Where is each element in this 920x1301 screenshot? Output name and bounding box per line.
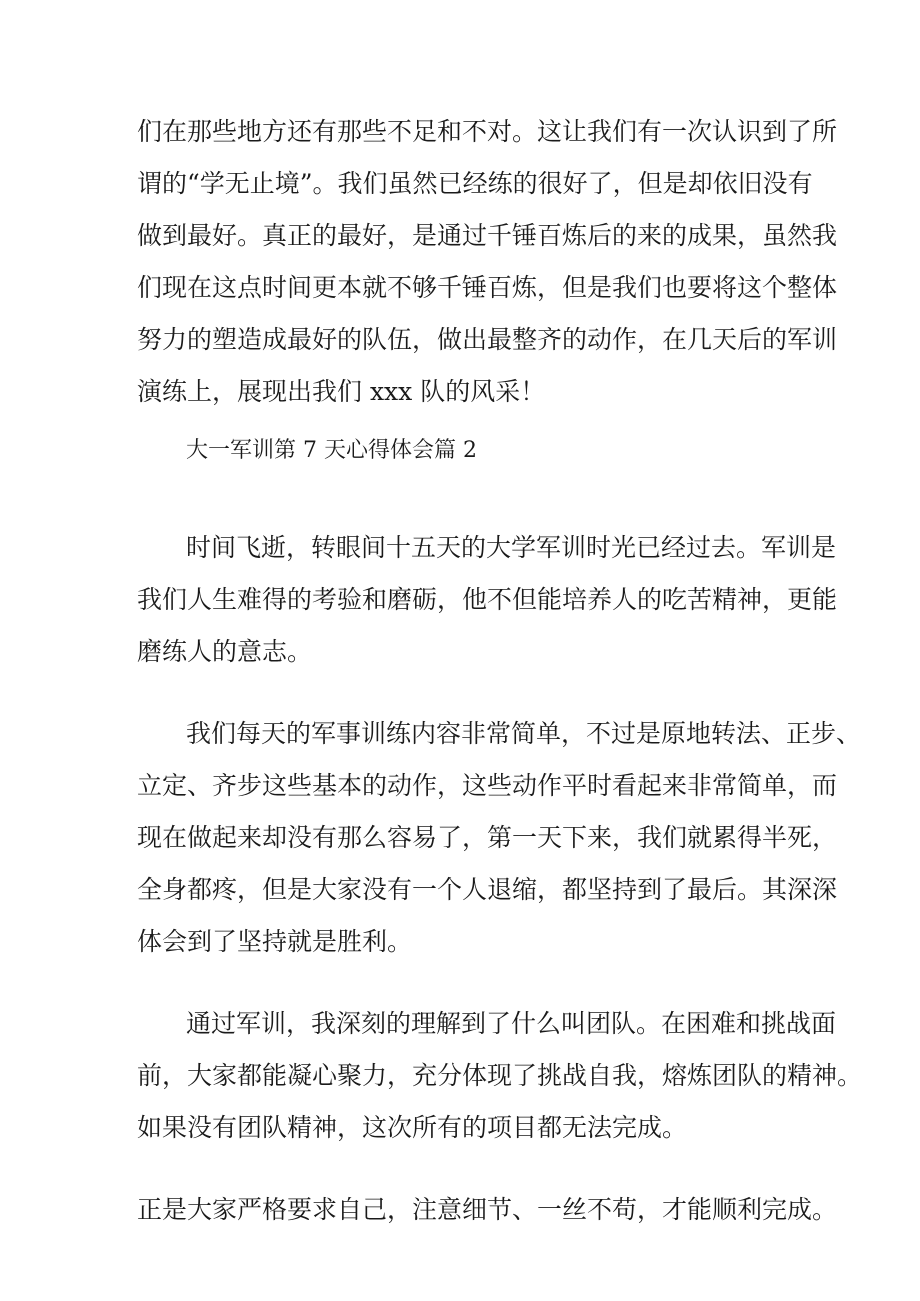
section-heading: 大一军训第 7 天心得体会篇 2 xyxy=(186,438,477,463)
paragraph-4-line-2: 前，大家都能凝心聚力，充分体现了挑战自我，熔炼团队的精神。 xyxy=(137,1061,863,1090)
paragraph-3-line-3: 现在做起来却没有那么容易了，第一天下来，我们就累得半死， xyxy=(137,823,838,852)
paragraph-2-line-2: 我们人生难得的考验和磨砺，他不但能培养人的吃苦精神，更能 xyxy=(137,585,838,614)
paragraph-4-line-3: 如果没有团队精神，这次所有的项目都无法完成。 xyxy=(137,1113,688,1142)
paragraph-3-line-5: 体会到了坚持就是胜利。 xyxy=(137,927,413,956)
paragraph-1-line-2: 谓的“学无止境”。我们虽然已经练的很好了，但是却依旧没有 xyxy=(137,169,813,198)
paragraph-4-line-1: 通过军训，我深刻的理解到了什么叫团队。在困难和挑战面 xyxy=(186,1009,837,1038)
paragraph-2-line-1: 时间飞逝，转眼间十五天的大学军训时光已经过去。军训是 xyxy=(186,533,837,562)
paragraph-1-line-5: 努力的塑造成最好的队伍，做出最整齐的动作，在几天后的军训 xyxy=(137,325,838,354)
paragraph-3-line-4: 全身都疼，但是大家没有一个人退缩，都坚持到了最后。其深深 xyxy=(137,875,838,904)
paragraph-1-line-3: 做到最好。真正的最好，是通过千锤百炼后的来的成果，虽然我 xyxy=(137,221,838,250)
paragraph-1-line-4: 们现在这点时间更本就不够千锤百炼，但是我们也要将这个整体 xyxy=(137,273,838,302)
paragraph-1-line-1: 们在那些地方还有那些不足和不对。这让我们有一次认识到了所 xyxy=(137,117,838,146)
paragraph-1-line-6: 演练上，展现出我们 xxx 队的风采！ xyxy=(137,377,546,406)
paragraph-2-line-3: 磨练人的意志。 xyxy=(137,637,313,666)
paragraph-5-line-1: 正是大家严格要求自己，注意细节、一丝不苟，才能顺利完成。 xyxy=(137,1195,838,1224)
paragraph-3-line-2: 立定、齐步这些基本的动作，这些动作平时看起来非常简单，而 xyxy=(137,771,838,800)
paragraph-3-line-1: 我们每天的军事训练内容非常简单，不过是原地转法、正步、 xyxy=(186,719,862,748)
